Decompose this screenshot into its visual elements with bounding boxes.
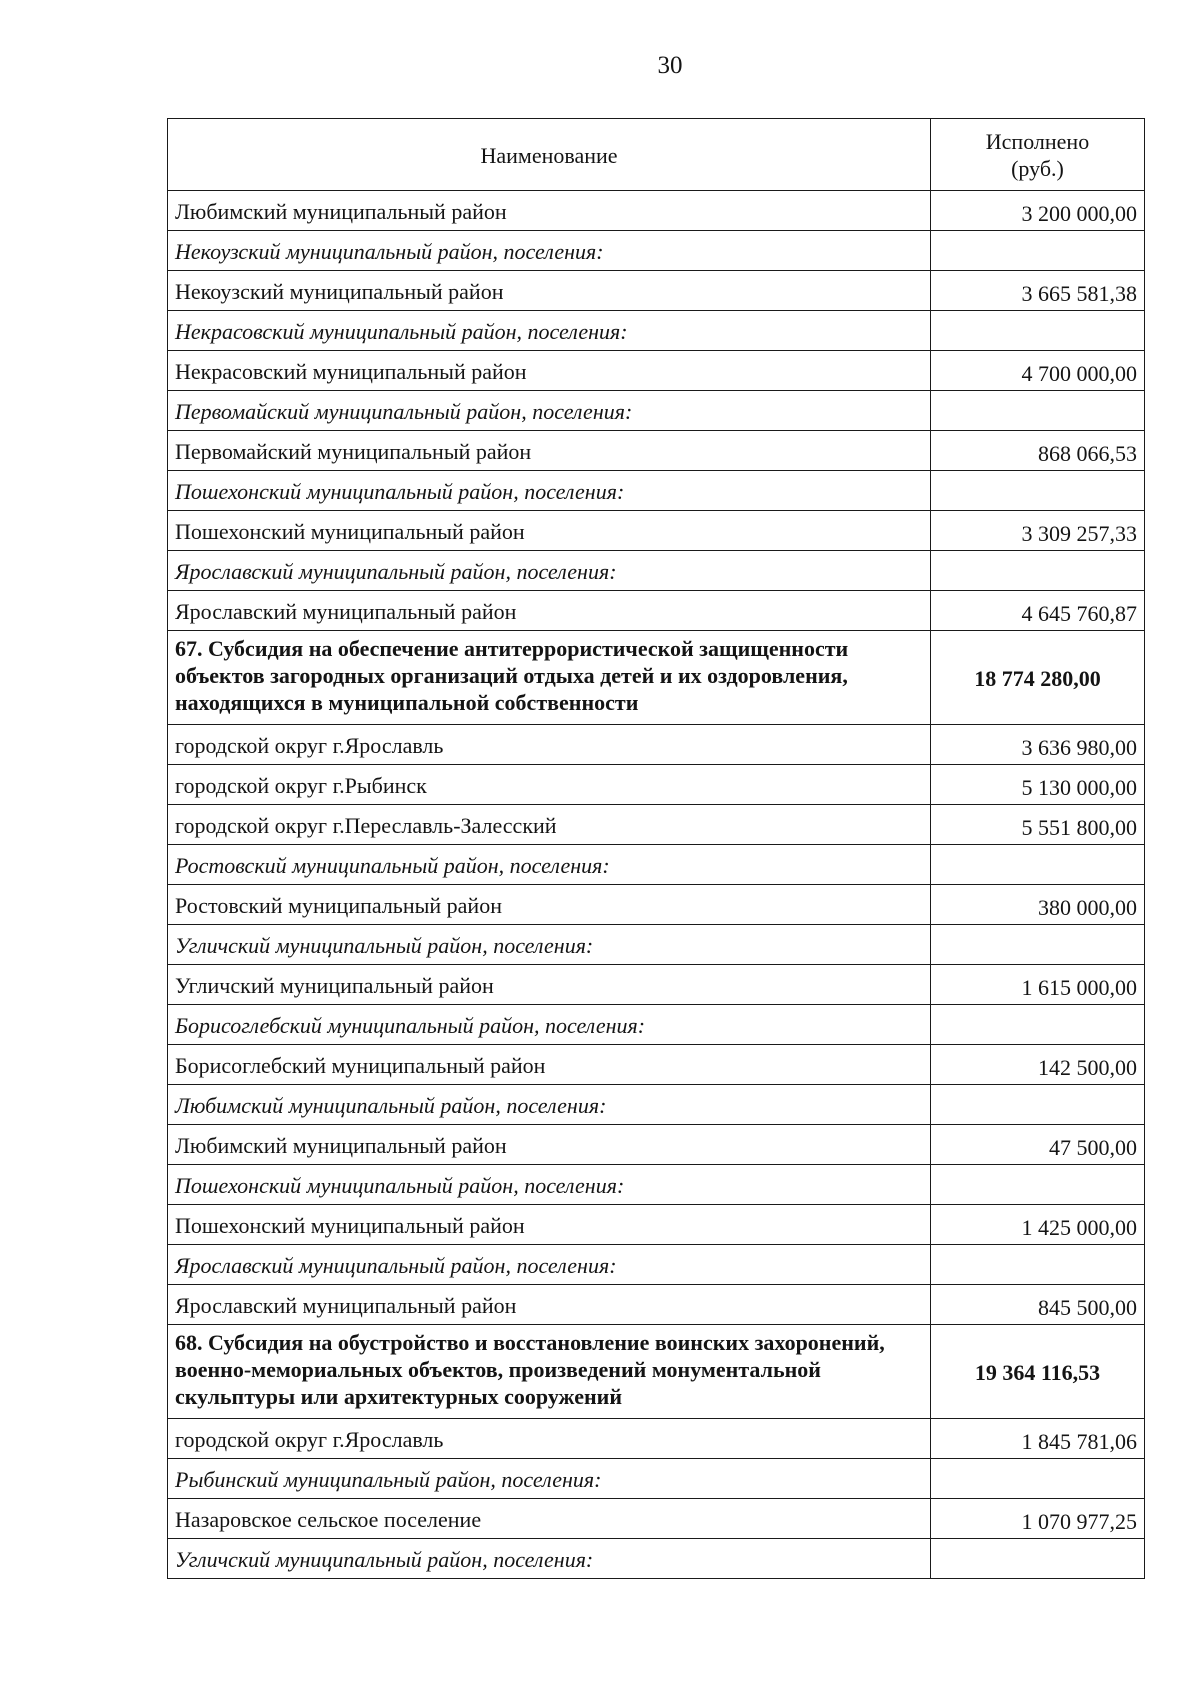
row-sum-cell: 18 774 280,00	[931, 631, 1145, 725]
row-sum-cell	[931, 1005, 1145, 1045]
row-sum-cell	[931, 1459, 1145, 1499]
row-sum-cell	[931, 231, 1145, 271]
row-sum-cell: 19 364 116,53	[931, 1325, 1145, 1419]
group-label-row	[168, 1005, 1145, 1045]
section-header-row	[168, 1325, 1145, 1419]
table-row	[168, 431, 1145, 471]
row-sum-cell: 47 500,00	[931, 1125, 1145, 1165]
table-row	[168, 725, 1145, 765]
table-row	[168, 1285, 1145, 1325]
group-label-row	[168, 1459, 1145, 1499]
group-label-row	[168, 1165, 1145, 1205]
row-sum-cell	[931, 1539, 1145, 1579]
group-label-row	[168, 471, 1145, 511]
group-label-row	[168, 1085, 1145, 1125]
row-sum-cell: 3 200 000,00	[931, 191, 1145, 231]
row-name-cell: Некоузский муниципальный район, поселения:	[168, 231, 931, 271]
row-sum-cell: 380 000,00	[931, 885, 1145, 925]
row-name-cell: Некрасовский муниципальный район, поселения:	[168, 311, 931, 351]
page-number: 30	[657, 52, 683, 79]
row-name-cell: Пошехонский муниципальный район	[168, 511, 931, 551]
row-sum-cell: 4 700 000,00	[931, 351, 1145, 391]
row-sum-cell	[931, 391, 1145, 431]
row-name-cell: Некоузский муниципальный район	[168, 271, 931, 311]
group-label-row	[168, 925, 1145, 965]
row-name-cell: Угличский муниципальный район, поселения:	[168, 925, 931, 965]
group-label-row	[168, 551, 1145, 591]
row-name-cell: Пошехонский муниципальный район, поселения:	[168, 1165, 931, 1205]
row-name-cell: городской округ г.Ярославль	[168, 725, 931, 765]
row-sum-cell	[931, 471, 1145, 511]
table-row	[168, 765, 1145, 805]
row-name-cell: городской округ г.Ярославль	[168, 1419, 931, 1459]
budget-execution-table	[167, 118, 1145, 1579]
row-sum-cell	[931, 311, 1145, 351]
row-sum-cell: 142 500,00	[931, 1045, 1145, 1085]
row-sum-cell: 1 070 977,25	[931, 1499, 1145, 1539]
table-row	[168, 1045, 1145, 1085]
row-name-cell: 67. Субсидия на обеспечение антитеррористической защищенности объектов загородных организаций отдыха детей и их оздоровления, находящихся в муниципальной собственности	[168, 631, 931, 725]
header-sum-cell	[931, 119, 1145, 191]
table-row	[168, 965, 1145, 1005]
row-name-cell: Любимский муниципальный район	[168, 191, 931, 231]
row-name-cell: Ростовский муниципальный район, поселения:	[168, 845, 931, 885]
row-sum-cell: 1 845 781,06	[931, 1419, 1145, 1459]
row-name-cell: Рыбинский муниципальный район, поселения:	[168, 1459, 931, 1499]
table-body	[168, 191, 1145, 1579]
header-name-label: Наименование	[480, 142, 618, 168]
group-label-row	[168, 1245, 1145, 1285]
row-sum-cell: 3 665 581,38	[931, 271, 1145, 311]
group-label-row	[168, 311, 1145, 351]
row-name-cell: Пошехонский муниципальный район, поселения:	[168, 471, 931, 511]
row-name-cell: Угличский муниципальный район	[168, 965, 931, 1005]
table-row	[168, 1125, 1145, 1165]
row-name-cell: Некрасовский муниципальный район	[168, 351, 931, 391]
table-row	[168, 805, 1145, 845]
row-name-cell: городской округ г.Рыбинск	[168, 765, 931, 805]
row-sum-cell	[931, 551, 1145, 591]
header-sum-label: Исполнено	[985, 129, 1090, 154]
row-name-cell: Ярославский муниципальный район	[168, 1285, 931, 1325]
row-sum-cell: 3 636 980,00	[931, 725, 1145, 765]
row-sum-cell: 1 615 000,00	[931, 965, 1145, 1005]
table-row	[168, 1419, 1145, 1459]
group-label-row	[168, 391, 1145, 431]
row-sum-cell: 5 551 800,00	[931, 805, 1145, 845]
row-sum-cell	[931, 1165, 1145, 1205]
row-name-cell: Ярославский муниципальный район, поселения:	[168, 1245, 931, 1285]
table-row	[168, 191, 1145, 231]
section-header-row	[168, 631, 1145, 725]
row-name-cell: 68. Субсидия на обустройство и восстановление воинских захоронений, военно-мемориальных объектов, произведений монументальной скульптуры или архитектурных сооружений	[168, 1325, 931, 1419]
group-label-row	[168, 845, 1145, 885]
table-row	[168, 1205, 1145, 1245]
table-row	[168, 511, 1145, 551]
table-row	[168, 271, 1145, 311]
row-sum-cell: 3 309 257,33	[931, 511, 1145, 551]
row-name-cell: Первомайский муниципальный район, поселения:	[168, 391, 931, 431]
row-name-cell: городской округ г.Переславль-Залесский	[168, 805, 931, 845]
group-label-row	[168, 231, 1145, 271]
table-row	[168, 885, 1145, 925]
table-header-row	[168, 119, 1145, 191]
row-sum-cell: 1 425 000,00	[931, 1205, 1145, 1245]
row-sum-cell	[931, 845, 1145, 885]
row-name-cell: Любимский муниципальный район, поселения:	[168, 1085, 931, 1125]
row-name-cell: Борисоглебский муниципальный район, поселения:	[168, 1005, 931, 1045]
row-sum-cell	[931, 925, 1145, 965]
row-name-cell: Ярославский муниципальный район, поселения:	[168, 551, 931, 591]
group-label-row	[168, 1539, 1145, 1579]
table-row	[168, 591, 1145, 631]
header-sum-unit: (руб.)	[1011, 156, 1064, 181]
row-sum-cell: 868 066,53	[931, 431, 1145, 471]
row-name-cell: Первомайский муниципальный район	[168, 431, 931, 471]
row-sum-cell: 4 645 760,87	[931, 591, 1145, 631]
row-name-cell: Угличский муниципальный район, поселения:	[168, 1539, 931, 1579]
row-name-cell: Пошехонский муниципальный район	[168, 1205, 931, 1245]
row-sum-cell	[931, 1245, 1145, 1285]
table-row	[168, 351, 1145, 391]
row-sum-cell	[931, 1085, 1145, 1125]
row-name-cell: Ярославский муниципальный район	[168, 591, 931, 631]
header-name-cell	[168, 119, 931, 191]
row-sum-cell: 845 500,00	[931, 1285, 1145, 1325]
row-name-cell: Борисоглебский муниципальный район	[168, 1045, 931, 1085]
row-name-cell: Ростовский муниципальный район	[168, 885, 931, 925]
row-sum-cell: 5 130 000,00	[931, 765, 1145, 805]
row-name-cell: Любимский муниципальный район	[168, 1125, 931, 1165]
table-row	[168, 1499, 1145, 1539]
row-name-cell: Назаровское сельское поселение	[168, 1499, 931, 1539]
